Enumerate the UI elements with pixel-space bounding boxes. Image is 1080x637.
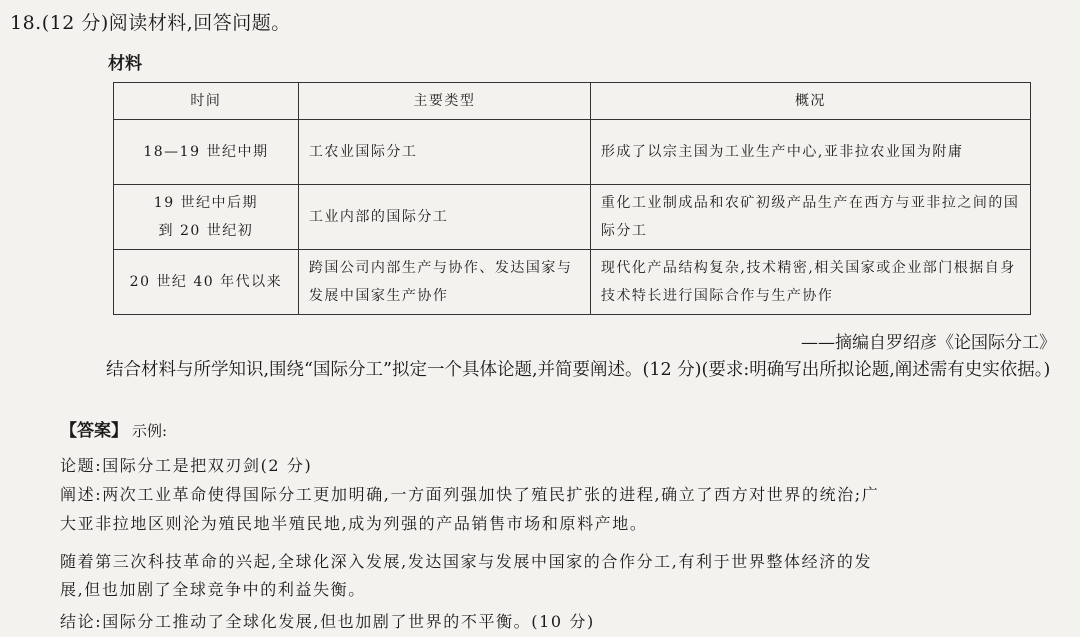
cell-desc: 现代化产品结构复杂,技术精密,相关国家或企业部门根据自身技术特长进行国际合作与生产协作 xyxy=(590,250,1030,315)
cell-type: 工业内部的国际分工 xyxy=(298,185,590,250)
question-title: 18.(12 分)阅读材料,回答问题。 xyxy=(10,12,291,34)
header-desc: 概况 xyxy=(590,83,1030,120)
cell-desc: 形成了以宗主国为工业生产中心,亚非拉农业国为附庸 xyxy=(590,120,1030,185)
table-row xyxy=(114,120,1031,185)
answer-line: 随着第三次科技革命的兴起,全球化深入发展,发达国家与发展中国家的合作分工,有利于世界整体经济的发 xyxy=(60,552,873,571)
answer-label: 【答案】 xyxy=(60,421,128,441)
answer-line: 展,但也加剧了全球竞争中的利益失衡。 xyxy=(60,580,366,599)
cell-time: 18—19 世纪中期 xyxy=(114,120,299,185)
cell-time: 20 世纪 40 年代以来 xyxy=(114,250,299,315)
header-type: 主要类型 xyxy=(298,83,590,120)
cell-time xyxy=(114,185,299,250)
question-prompt: 结合材料与所学知识,围绕“国际分工”拟定一个具体论题,并简要阐述。(12 分)(要求:明确写出所拟论题,阐述需有史实依据。) xyxy=(106,360,1051,380)
cell-type: 工农业国际分工 xyxy=(298,120,590,185)
source-citation: ——摘编自罗绍彦《论国际分工》 xyxy=(801,333,1056,353)
answer-line: 大亚非拉地区则沦为殖民地半殖民地,成为列强的产品销售市场和原料产地。 xyxy=(60,514,648,533)
answer-header xyxy=(60,416,167,441)
table-row xyxy=(114,250,1031,315)
answer-line: 阐述:两次工业革命使得国际分工更加明确,一方面列强加快了殖民扩张的进程,确立了西方对世界的统治;广 xyxy=(60,485,880,504)
cell-type: 跨国公司内部生产与协作、发达国家与发展中国家生产协作 xyxy=(298,250,590,315)
cell-desc: 重化工业制成品和农矿初级产品生产在西方与亚非拉之间的国际分工 xyxy=(590,185,1030,250)
header-time: 时间 xyxy=(114,83,299,120)
cell-time-line: 19 世纪中后期 xyxy=(153,195,259,211)
material-label: 材料 xyxy=(108,54,142,74)
answer-conclusion: 结论:国际分工推动了全球化发展,但也加剧了世界的不平衡。(10 分) xyxy=(60,612,595,631)
material-table xyxy=(113,82,1031,315)
answer-thesis: 论题:国际分工是把双刃剑(2 分) xyxy=(60,456,313,475)
cell-time-line: 到 20 世纪初 xyxy=(158,223,254,239)
answer-example-label: 示例: xyxy=(132,422,168,440)
table-header-row xyxy=(114,83,1031,120)
table-row xyxy=(114,185,1031,250)
